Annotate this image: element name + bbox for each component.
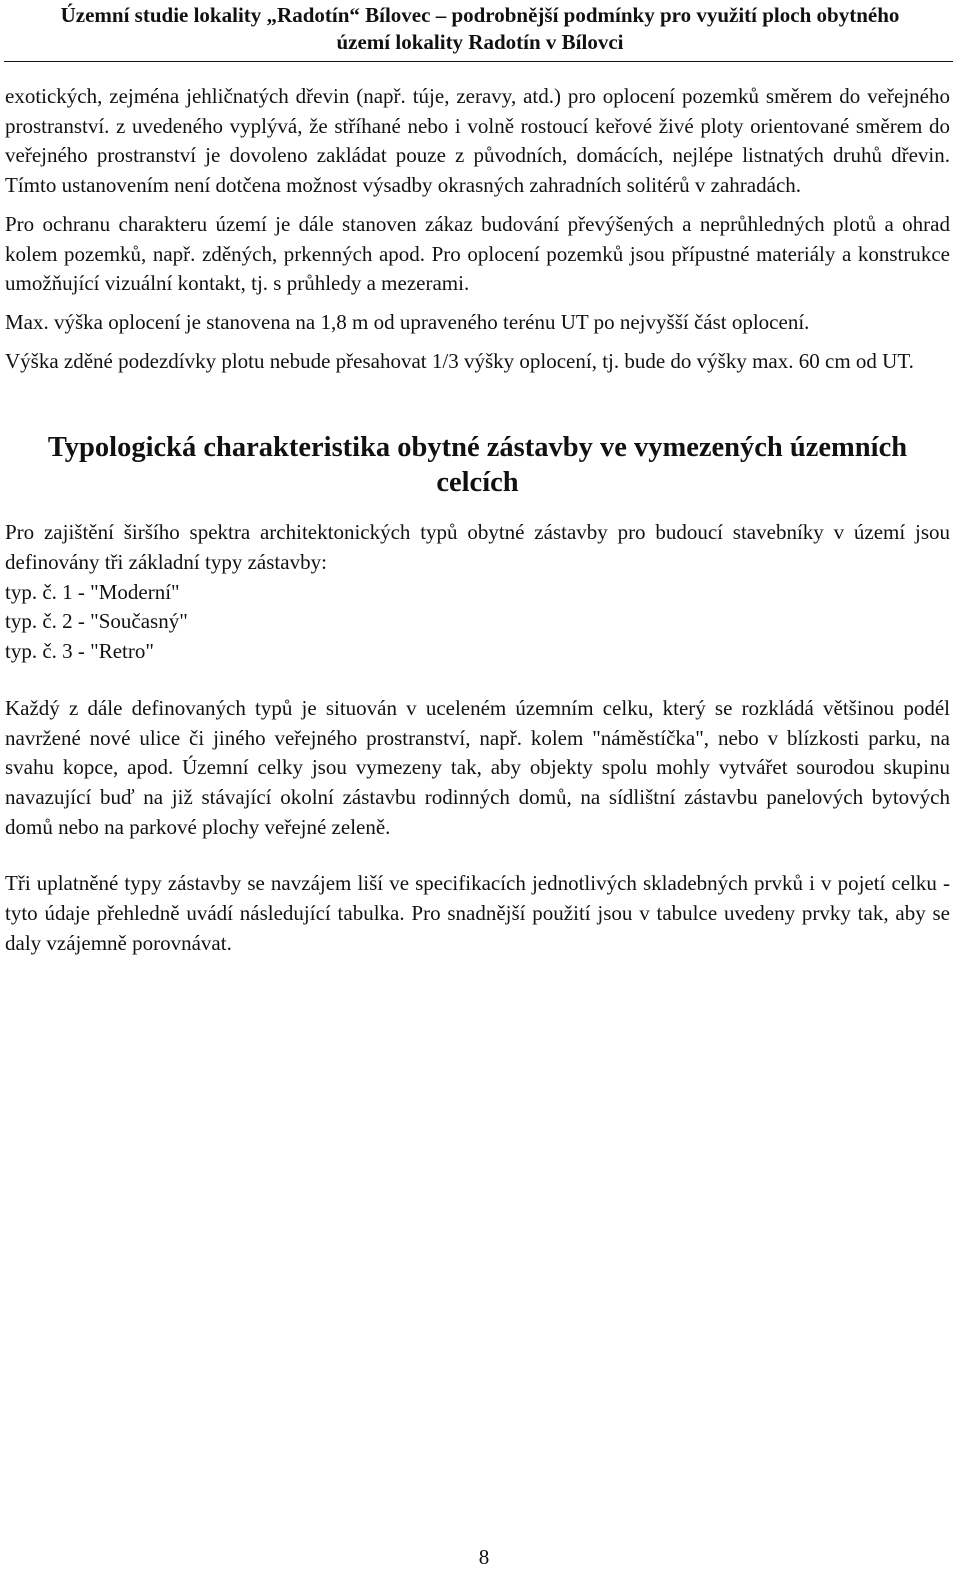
running-header-line-2: území lokality Radotín v Bílovci [336, 30, 624, 54]
paragraph-plinth-height: Výška zděné podezdívky plotu nebude přesahovat 1/3 výšky oplocení, tj. bude do výšky max. 60 cm od UT. [5, 348, 914, 373]
paragraph-hedges: exotických, zejména jehličnatých dřevin (např. túje, zeravy, atd.) pro oplocení pozemků směrem do veřejného prostranství. z uvedeného vyplývá, že stříhané nebo i volně rostoucí keřové živé ploty orientované směrem do veřejného prostranství je dovoleno zakládat pouze z původních, domácích, nejlépe listnatých druhů dřevin. Tímto ustanovením není dotčena možnost výsadby okrasných zahradních solitérů v zahradách. [5, 84, 950, 198]
type-item-retro: typ. č. 3 - "Retro" [5, 639, 154, 664]
paragraph-territorial-units: Každý z dále definovaných typů je situován v uceleném územním celku, který se rozkládá většinou podél navržené nové ulice či jiného veřejného prostranství, např. kolem "náměstíčka", nebo v blízkosti parku, na svahu kopce, apod. Územní celky jsou vymezeny tak, aby objekty spolu mohly vytvářet sourodou skupinu navazující buď na již stávající okolní zástavbu rodinných domů, na sídlištní zástavbu panelových bytových domů nebo na parkové plochy veřejné zeleně. [5, 695, 950, 839]
document-body [5, 82, 950, 958]
header-divider [4, 61, 953, 62]
section-intro: Pro zajištění širšího spektra architektonických typů obytné zástavby pro budoucí stavebníky v území jsou definovány tři základní typy zástavby: [5, 520, 950, 575]
running-header-line-1: Územní studie lokality „Radotín“ Bílovec – podrobnější podmínky pro využití ploch obytného [60, 3, 900, 27]
page-number: 8 [478, 1545, 490, 1569]
running-header [0, 2, 960, 56]
paragraph-fence-height: Max. výška oplocení je stanovena na 1,8 m od upraveného terénu UT po nejvyšší část oplocení. [5, 309, 810, 334]
type-item-contemporary: typ. č. 2 - "Současný" [5, 609, 188, 634]
paragraph-types-comparison: Tři uplatněné typy zástavby se navzájem liší ve specifikacích jednotlivých skladebných prvků i v pojetí celku - tyto údaje přehledně uvádí následující tabulka. Pro snadnější použití jsou v tabulce uvedeny prvky tak, aby se daly vzájemně porovnávat. [5, 871, 950, 955]
section-heading: Typologická charakteristika obytné zástavby ve vymezených územních celcích [47, 432, 908, 499]
type-item-modern: typ. č. 1 - "Moderní" [5, 579, 180, 604]
paragraph-fence-ban: Pro ochranu charakteru území je dále stanoven zákaz budování převýšených a neprůhledných plotů a ohrad kolem pozemků, např. zděných, prkenných apod. Pro oplocení pozemků jsou přípustné materiály a konstrukce umožňující vizuální kontakt, tj. s průhledy a mezerami. [5, 211, 950, 296]
